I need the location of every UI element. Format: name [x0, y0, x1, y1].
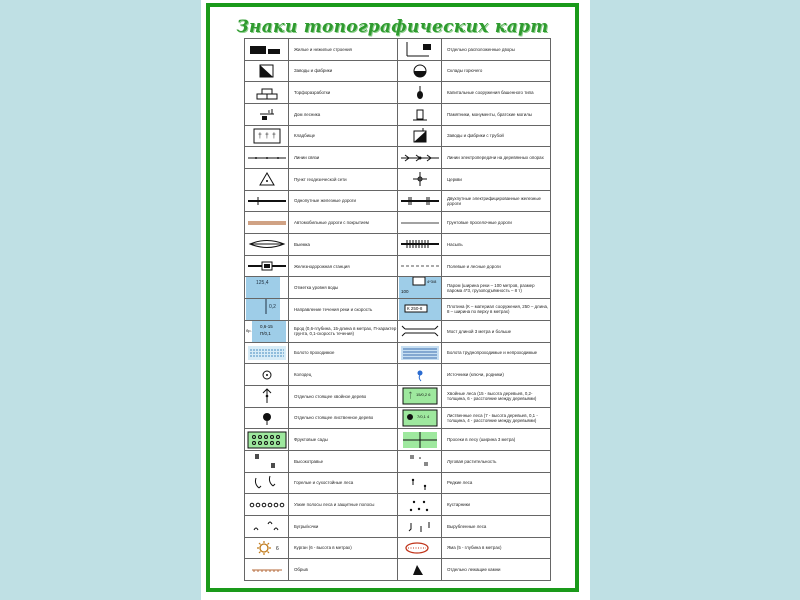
impassable-swamp-icon [398, 343, 442, 364]
legend-entry-right [398, 169, 551, 191]
svg-text:100: 100 [400, 288, 409, 294]
water-level-icon [245, 277, 289, 298]
svg-text:К 250-8: К 250-8 [406, 306, 422, 312]
legend-entry-left [245, 516, 398, 538]
page-title: Знаки топографических карт [236, 17, 549, 37]
communication-line-icon [245, 147, 289, 168]
tall-grass-icon [245, 451, 289, 472]
legend-entry-right [398, 473, 551, 495]
legend-entry-right [398, 256, 551, 278]
legend-label: Заводы и фабрики [294, 68, 333, 74]
forester-house-icon [245, 104, 289, 125]
legend-entry-right [398, 82, 551, 104]
spring-icon [398, 364, 442, 385]
legend-label: Просеки в лесу (ширина 3 метра) [447, 436, 516, 442]
bushes-icon [398, 494, 442, 515]
legend-entry-right [398, 61, 551, 83]
legend-entry-right [398, 408, 551, 430]
legend-entry-left [245, 39, 398, 61]
legend-entry-right [398, 494, 551, 516]
dirt-road-icon [398, 212, 442, 233]
legend-label: Болота труднопроходимые и непроходимые [447, 350, 538, 356]
legend-label: Линии электропередачи на деревянных опорах [447, 155, 544, 161]
passable-swamp-icon [245, 343, 289, 364]
legend-label: Капитальные сооружения башенного типа [447, 90, 534, 96]
legend-entry-left [245, 386, 398, 408]
legend-label: Грунтовые проселочные дороги [447, 220, 512, 226]
fuel-depot-icon [398, 61, 442, 82]
factory-chimney-icon [398, 126, 442, 147]
single-house-icon [398, 39, 442, 60]
legend-entry-right [398, 429, 551, 451]
legend-label: Болото проходимое [294, 350, 335, 356]
svg-text:†: † [257, 133, 262, 141]
legend-entry-left [245, 61, 398, 83]
legend-entry-left [245, 559, 398, 581]
legend-entry-left [245, 191, 398, 213]
svg-text:15/0,2 6: 15/0,2 6 [415, 392, 430, 398]
legend-entry-right [398, 104, 551, 126]
cemetery-icon [245, 126, 289, 147]
legend-entry-left [245, 343, 398, 365]
legend-entry-left [245, 169, 398, 191]
legend-entry-left [245, 494, 398, 516]
church-icon [398, 169, 442, 190]
ford-icon [245, 321, 289, 342]
legend-label: Яма (5 - глубина в метрах) [447, 545, 502, 551]
double-railway-icon [398, 191, 442, 212]
svg-text:к: к [267, 109, 270, 116]
legend-entry-right [398, 126, 551, 148]
peat-icon [245, 82, 289, 103]
legend-label: Отдельно лежащие камни [447, 567, 501, 573]
legend-entry-left [245, 473, 398, 495]
legend-label: Бугры/кочки [294, 523, 319, 529]
legend-label: Брод (0,6-глубина, 15-длина в метрах, П-характер грунта, 0,1-скорость течения) [294, 325, 397, 337]
pit-icon [398, 538, 442, 559]
dam-icon [398, 299, 442, 320]
legend-entry-right [398, 516, 551, 538]
legend-label: Хвойные леса (15 - высота деревьев, 0,2-толщина, 6 - расстояние между деревьями) [447, 391, 537, 402]
legend-label: Плотина (К – материал сооружения, 250 – длина, 8 – ширина по верху в метрах) [447, 304, 549, 315]
svg-text:0,2: 0,2 [268, 304, 276, 311]
legend-label: Церкви [447, 176, 462, 182]
legend-entry-left [245, 212, 398, 234]
legend-entry-left [245, 147, 398, 169]
legend-label: Отдельно стоящее лиственное дерево [294, 415, 374, 421]
legend-entry-right [398, 234, 551, 256]
legend-label: Кустарники [447, 502, 470, 507]
meadow-icon [398, 451, 442, 472]
legend-label: Фруктовые сады [294, 436, 328, 442]
legend-table [244, 38, 551, 581]
legend-label: Однопутные железные дороги [294, 198, 356, 204]
legend-label: Памятники, монументы, братские могилы [447, 111, 532, 117]
legend-label: Отдельно расположенные дворы [447, 46, 515, 52]
legend-entry-right [398, 321, 551, 343]
monument-icon [398, 104, 442, 125]
svg-text:125,4: 125,4 [255, 279, 269, 286]
legend-entry-left [245, 451, 398, 473]
legend-label: Мост длиной 3 метра и больше [447, 328, 512, 334]
svg-text:†: † [264, 133, 269, 141]
mound-icon [245, 538, 289, 559]
svg-text:П/0,1: П/0,1 [259, 331, 271, 337]
cut-forest-icon [398, 516, 442, 537]
conifer-tree-icon [245, 386, 289, 407]
legend-label: Жилые и нежилые строения [294, 46, 352, 52]
legend-label: Склады горючего [447, 68, 483, 74]
legend-label: Выемка [294, 241, 311, 247]
legend-label: Автомобильные дороги с покрытием [294, 220, 369, 226]
svg-text:7/0,1 4: 7/0,1 4 [416, 413, 429, 419]
houses-icon [245, 39, 289, 60]
legend-label: Отметка уровня воды [294, 285, 339, 291]
svg-text:бр.: бр. [245, 328, 252, 334]
legend-entry-left [245, 538, 398, 560]
legend-entry-right [398, 343, 551, 365]
legend-label: Двухпутные электрифицированные железные дороги [447, 195, 541, 207]
legend-label: Курган (6 - высота в метрах) [294, 545, 352, 551]
bridge-icon [398, 321, 442, 342]
legend-label: Луговая растительность [447, 458, 497, 464]
burnt-forest-icon [245, 473, 289, 494]
legend-label: Обрыв [294, 567, 308, 573]
legend-entry-left [245, 299, 398, 321]
deciduous-forest-icon [398, 408, 442, 429]
ferry-icon [398, 277, 442, 298]
legend-label: Кладбище [294, 133, 316, 139]
svg-text:6: 6 [275, 545, 279, 552]
field-road-icon [398, 256, 442, 277]
chapel-icon [398, 82, 442, 103]
legend-entry-right [398, 39, 551, 61]
legend-label: Редкие леса [447, 480, 473, 486]
legend-entry-left [245, 321, 398, 343]
legend-entry-right [398, 451, 551, 473]
legend-entry-right [398, 538, 551, 560]
boulder-icon [398, 559, 442, 580]
legend-label: Высокотравье [294, 458, 324, 464]
legend-label: Насыпь [447, 241, 463, 247]
river-flow-icon [245, 299, 289, 320]
legend-label: Вырубленные леса [447, 523, 487, 529]
legend-label: Источники (ключи, родники) [447, 371, 504, 377]
hummocks-icon [245, 516, 289, 537]
legend-entry-left [245, 429, 398, 451]
legend-entry-right [398, 299, 551, 321]
legend-entry-right [398, 191, 551, 213]
legend-entry-right [398, 277, 551, 299]
orchard-icon [245, 429, 289, 450]
conifer-forest-icon [398, 386, 442, 407]
svg-text:4*3/8: 4*3/8 [426, 278, 436, 284]
legend-label: Пункт геодезической сети [294, 176, 347, 182]
single-railway-icon [245, 191, 289, 212]
legend-entry-left [245, 104, 398, 126]
railway-station-icon [245, 256, 289, 277]
factory-icon [245, 61, 289, 82]
svg-text:0,6-15: 0,6-15 [259, 324, 273, 330]
legend-label: Дом лесника [294, 111, 321, 117]
forest-clearing-icon [398, 429, 442, 450]
legend-entry-left [245, 234, 398, 256]
legend-label: Горелые и сухостойные леса [294, 480, 354, 486]
legend-label: Лиственные леса (7 - высота деревьев, 0,1 - толщина, 4 - расстояние между деревьями) [447, 412, 538, 423]
legend-entry-right [398, 364, 551, 386]
deciduous-tree-icon [245, 408, 289, 429]
legend-label: Паром (ширина реки – 100 метров, размер парома 4*3, грузоподъёмность – 8 т) [447, 282, 535, 293]
legend-entry-left [245, 82, 398, 104]
legend-label: Линии связи [294, 155, 320, 161]
legend-entry-right [398, 147, 551, 169]
forest-belt-icon [245, 494, 289, 515]
power-line-icon [398, 147, 442, 168]
svg-text:†: † [271, 133, 276, 141]
legend-entry-right [398, 212, 551, 234]
legend-entry-left [245, 126, 398, 148]
legend-label: Отдельно стоящее хвойное дерево [294, 393, 367, 399]
well-icon [245, 364, 289, 385]
legend-entry-left [245, 277, 398, 299]
legend-entry-right [398, 559, 551, 581]
legend-entry-left [245, 256, 398, 278]
cutting-icon [245, 234, 289, 255]
legend-label: Железнодорожная станция [294, 263, 350, 269]
svg-text:ᛏ: ᛏ [407, 391, 413, 401]
legend-entry-left [245, 408, 398, 430]
legend-label: Полевые и лесные дороги [447, 263, 501, 269]
legend-label: Узкие полосы леса и защитные полосы [294, 502, 375, 507]
legend-label: Колодец [294, 371, 312, 377]
legend-label: Торфоразработки [294, 90, 331, 96]
legend-entry-left [245, 364, 398, 386]
legend-label: Направление течения реки и скорость [294, 306, 373, 312]
embankment-icon [398, 234, 442, 255]
sparse-forest-icon [398, 473, 442, 494]
geodetic-point-icon [245, 169, 289, 190]
paved-road-icon [245, 212, 289, 233]
legend-label: Заводы и фабрики с трубой [447, 133, 504, 139]
cliff-icon [245, 559, 289, 580]
legend-entry-right [398, 386, 551, 408]
